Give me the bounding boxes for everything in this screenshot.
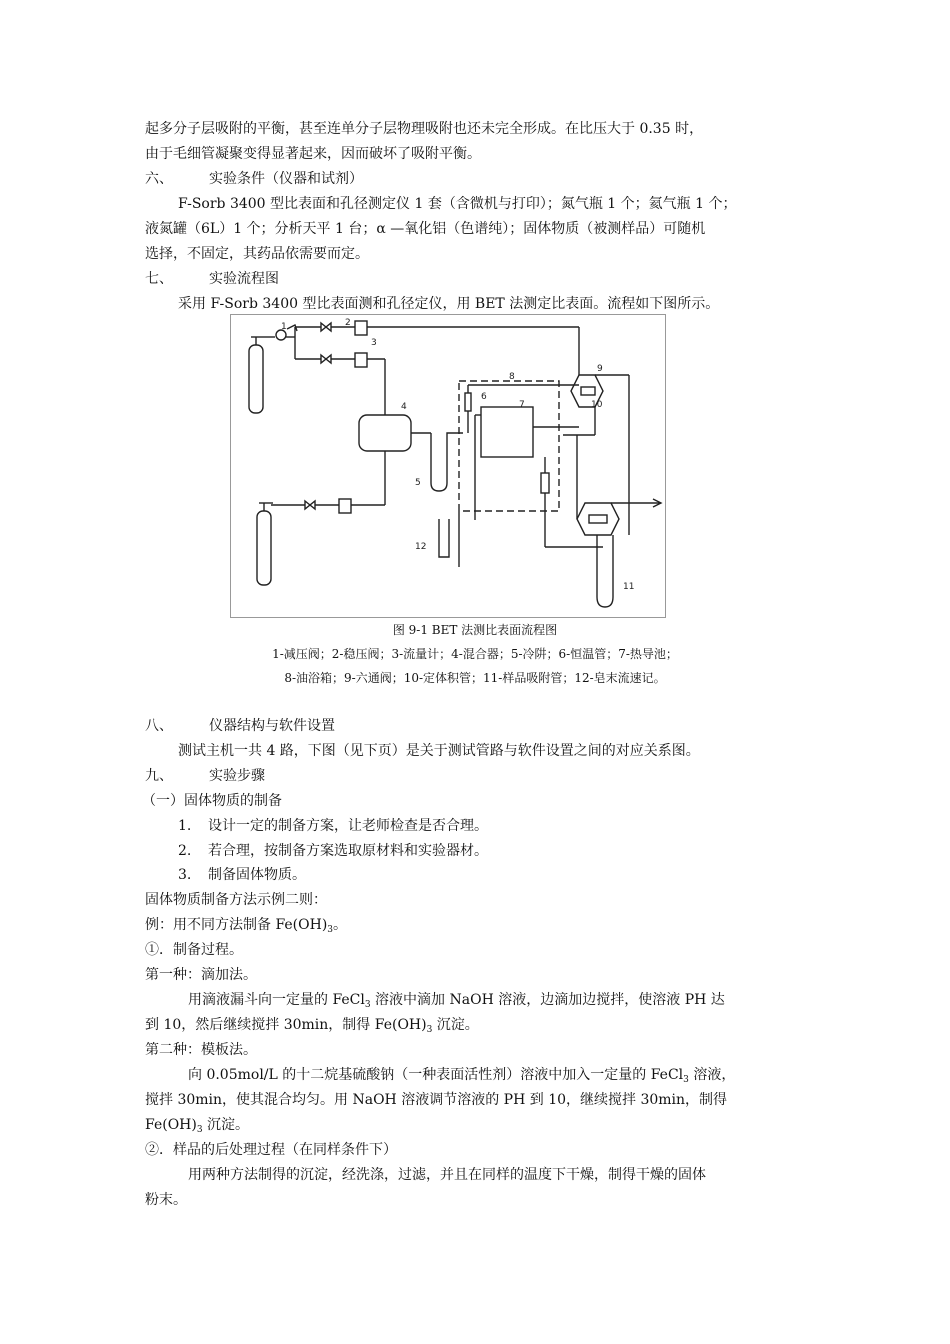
label-6: 6 <box>481 392 487 402</box>
section-heading-6 <box>145 170 363 188</box>
list-text: 若合理，按制备方案选取原材料和实验器材。 <box>208 843 488 859</box>
figure-legend-line: 8-油浴箱；9-六通阀；10-定体积管；11-样品吸附管；12-皂末流速记。 <box>284 671 666 685</box>
subscript: 3 <box>364 1000 371 1010</box>
text-run: 到 10，然后继续搅拌 30min，制得 Fe(OH) <box>145 1017 427 1033</box>
text-run: 溶液中滴加 NaOH 溶液，边滴加边搅拌，使溶液 PH 达 <box>370 992 725 1008</box>
list-number: 3. <box>178 867 192 883</box>
flowmeter-2 <box>355 353 367 367</box>
text-run: 例：用不同方法制备 Fe(OH) <box>145 917 328 933</box>
label-7: 7 <box>519 400 525 410</box>
fixed-volume-tube <box>581 387 595 395</box>
text-run: 。 <box>333 917 348 933</box>
pressure-reducing-valve <box>261 325 297 340</box>
list-number: 1. <box>178 818 192 834</box>
six-way-valve-lower <box>577 503 619 535</box>
label-2: 2 <box>345 318 351 328</box>
label-8: 8 <box>509 372 515 382</box>
paragraph-line: 液氮罐（6L）1 个；分析天平 1 台；α —氧化铝（色谱纯）；固体物质（被测样品）可随机 <box>145 221 706 237</box>
paragraph-line: 粉末。 <box>145 1192 187 1208</box>
subscript: 3 <box>683 1075 689 1085</box>
list-item <box>178 866 306 884</box>
text-run: 沉淀。 <box>202 1117 250 1133</box>
paragraph-line: 固体物质制备方法示例二则： <box>145 892 327 908</box>
paragraph-line: ②．样品的后处理过程（在同样条件下） <box>145 1142 397 1158</box>
section-title: 实验流程图 <box>209 271 279 287</box>
list-text: 制备固体物质。 <box>208 867 306 883</box>
flowmeter <box>355 321 367 335</box>
subscript: 3 <box>327 925 334 935</box>
label-11: 11 <box>623 582 635 592</box>
label-9: 9 <box>597 364 603 374</box>
text-run: 沉淀。 <box>432 1017 479 1033</box>
subscript: 3 <box>196 1125 203 1135</box>
paragraph-line: 由于毛细管凝聚变得显著起来，因而破坏了吸附平衡。 <box>145 146 481 162</box>
stabilizer-valve-2 <box>321 355 331 363</box>
soap-film-flowmeter <box>439 519 449 557</box>
cold-trap <box>431 433 463 491</box>
label-10: 10 <box>591 400 603 410</box>
figure-caption: 图 9-1 BET 法测比表面流程图 <box>392 623 558 637</box>
section-number: 七、 <box>145 271 173 287</box>
paragraph-line: 搅拌 30min，使其混合均匀。用 NaOH 溶液调节溶液的 PH 到 10，继续搅拌 30min，制得 <box>145 1092 728 1108</box>
section-title: 仪器结构与软件设置 <box>209 718 335 734</box>
label-12: 12 <box>415 542 427 552</box>
section-number: 八、 <box>145 718 173 734</box>
list-item <box>178 842 488 860</box>
sample-adsorption-tube <box>597 535 613 607</box>
text-run: 用滴液漏斗向一定量的 FeCl <box>188 992 365 1008</box>
paragraph-line: F-Sorb 3400 型比表面和孔径测定仪 1 套（含微机与打印）；氮气瓶 1 个；氦气瓶 1 个； <box>178 196 737 212</box>
label-5: 5 <box>415 478 421 488</box>
sample-heater <box>541 473 549 493</box>
subsection-heading: （一）固体物质的制备 <box>142 793 282 809</box>
section-number: 九、 <box>145 768 173 784</box>
bet-flow-diagram <box>230 314 666 618</box>
gas-cylinder-lower <box>257 503 273 585</box>
paragraph-line <box>188 991 725 1009</box>
paragraph-line <box>145 916 347 934</box>
lower-volume-tube <box>589 515 607 523</box>
subscript: 3 <box>426 1025 433 1035</box>
stabilizer-valve <box>321 323 331 331</box>
lower-flowmeter <box>339 499 351 513</box>
paragraph-line: 第二种：模板法。 <box>145 1042 257 1058</box>
paragraph-line: 选择，不固定，其药品依需要而定。 <box>145 246 369 262</box>
section-title: 实验步骤 <box>209 768 265 784</box>
tcd-cell <box>481 407 533 457</box>
paragraph-line: 用两种方法制得的沉淀，经洗涤，过滤，并且在同样的温度下干燥，制得干燥的固体 <box>188 1167 706 1183</box>
gas-cylinder-upper <box>249 337 263 413</box>
list-text: 设计一定的制备方案，让老师检查是否合理。 <box>208 818 488 834</box>
section-heading-7 <box>145 270 279 288</box>
list-number: 2. <box>178 843 192 859</box>
list-item <box>178 817 488 835</box>
mixer <box>359 415 411 451</box>
paragraph-line: 第一种：滴加法。 <box>145 967 257 983</box>
figure-legend-line: 1-减压阀；2-稳压阀；3-流量计；4-混合器；5-冷阱；6-恒温管；7-热导池； <box>272 647 678 661</box>
paragraph-line: 起多分子层吸附的平衡，甚至连单分子层物理吸附也还未完全形成。在比压大于 0.35 时， <box>145 121 704 137</box>
section-heading-8 <box>145 717 335 735</box>
paragraph-line: 测试主机一共 4 路，下图（见下页）是关于测试管路与软件设置之间的对应关系图。 <box>178 743 700 759</box>
paragraph-line: 采用 F-Sorb 3400 型比表面测和孔径定仪，用 BET 法测定比表面。流程如下图所示。 <box>178 296 720 312</box>
lower-valve <box>305 501 315 509</box>
text-run: Fe(OH) <box>145 1117 197 1133</box>
text-run: 溶液， <box>688 1067 736 1083</box>
label-1: 1 <box>281 322 287 332</box>
thermostat-tube <box>465 393 471 411</box>
paragraph-line <box>145 1116 249 1134</box>
oil-bath-box <box>459 381 559 511</box>
flow-diagram-svg <box>231 315 665 617</box>
label-4: 4 <box>401 402 407 412</box>
label-3: 3 <box>371 338 377 348</box>
paragraph-line <box>188 1066 735 1084</box>
section-heading-9 <box>145 767 265 785</box>
paragraph-line <box>145 1016 479 1034</box>
section-title: 实验条件（仪器和试剂） <box>209 171 363 187</box>
text-run: 向 0.05mol/L 的十二烷基硫酸钠（一种表面活性剂）溶液中加入一定量的 FeCl <box>188 1067 684 1083</box>
section-number: 六、 <box>145 171 173 187</box>
paragraph-line: ①．制备过程。 <box>145 942 243 958</box>
